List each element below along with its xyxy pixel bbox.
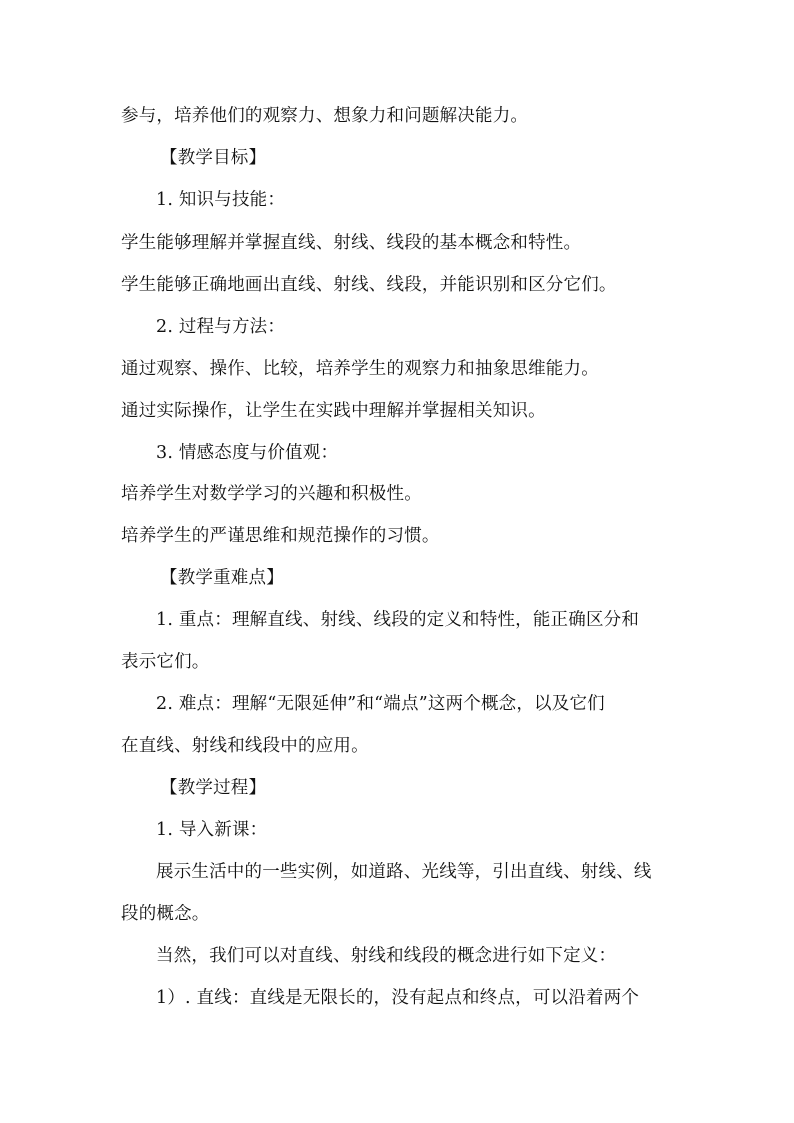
section-heading-key-points: 【教学重难点】 — [160, 568, 284, 588]
paragraph-line: 参与，培养他们的观察力、想象力和问题解决能力。 — [121, 106, 529, 126]
section-heading-teaching-process: 【教学过程】 — [160, 778, 267, 798]
paragraph-line: 2. 难点：理解“无限延伸”和“端点”这两个概念，以及它们 — [156, 694, 605, 714]
list-item-heading: 1. 导入新课： — [156, 820, 268, 840]
list-item-heading: 3. 情感态度与价值观： — [156, 443, 339, 463]
list-item-heading: 2. 过程与方法： — [156, 317, 286, 337]
paragraph-line: 当然，我们可以对直线、射线和线段的概念进行如下定义： — [156, 946, 617, 966]
paragraph-line: 学生能够正确地画出直线、射线、线段，并能识别和区分它们。 — [121, 275, 617, 295]
paragraph-line: 通过观察、操作、比较，培养学生的观察力和抽象思维能力。 — [121, 359, 599, 379]
paragraph-line: 培养学生的严谨思维和规范操作的习惯。 — [121, 526, 440, 546]
section-heading-teaching-goals: 【教学目标】 — [160, 148, 267, 168]
paragraph-line: 在直线、射线和线段中的应用。 — [121, 736, 369, 756]
paragraph-line: 通过实际操作，让学生在实践中理解并掌握相关知识。 — [121, 401, 546, 421]
paragraph-line: 1）. 直线：直线是无限长的，没有起点和终点，可以沿着两个 — [156, 988, 640, 1008]
paragraph-line: 1. 重点：理解直线、射线、线段的定义和特性，能正确区分和 — [156, 610, 640, 630]
paragraph-line: 展示生活中的一些实例，如道路、光线等，引出直线、射线、线 — [156, 862, 652, 882]
paragraph-line: 学生能够理解并掌握直线、射线、线段的基本概念和特性。 — [121, 233, 582, 253]
paragraph-line: 表示它们。 — [121, 652, 210, 672]
paragraph-line: 培养学生对数学学习的兴趣和积极性。 — [121, 484, 422, 504]
list-item-heading: 1. 知识与技能： — [156, 190, 286, 210]
paragraph-line: 段的概念。 — [121, 904, 210, 924]
